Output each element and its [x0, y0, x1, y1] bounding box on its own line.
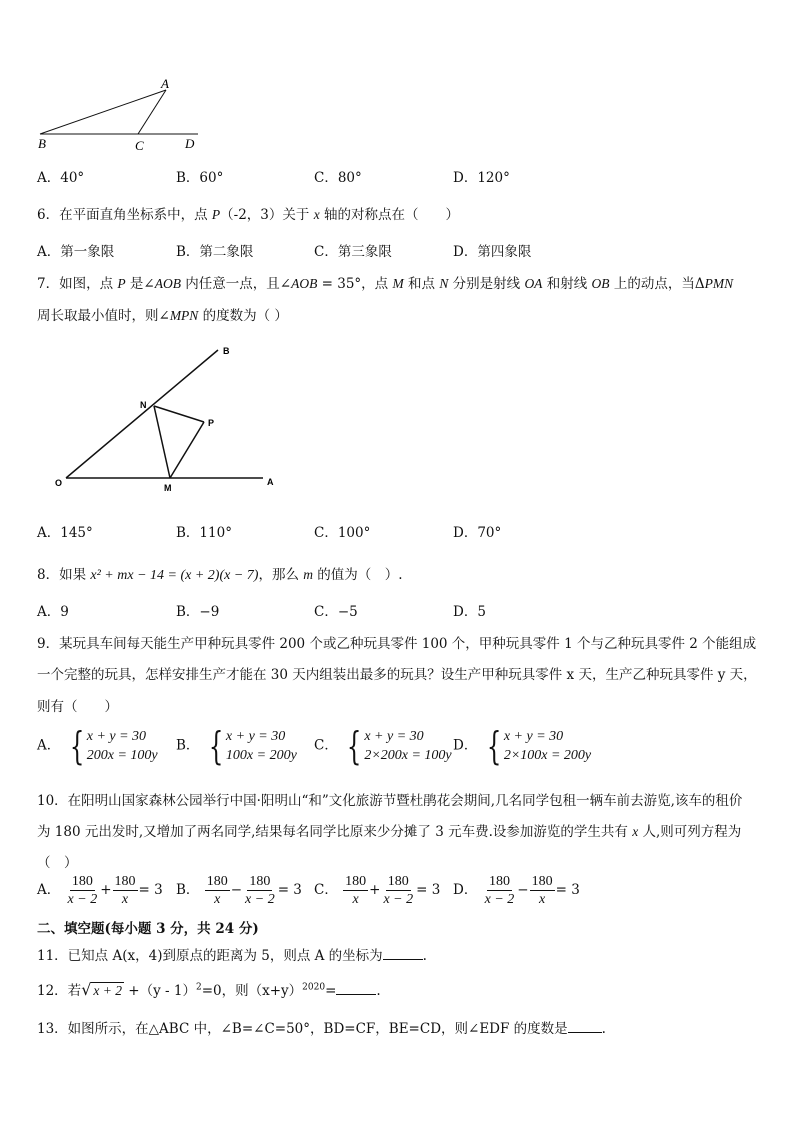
q9-stem-line1: 9．某玩具车间每天能生产甲种玩具零件 200 个或乙种玩具零件 100 个，甲种玩具零件 1 个与乙种玩具零件 2 个能组成	[37, 636, 757, 652]
segment-np	[154, 406, 204, 422]
sqrt-sign: √	[81, 980, 92, 999]
q12-stem: 12．若√ x + 2 +（y - 1）$^2$=0，则$(x+y)^{2020}=$ .	[37, 980, 381, 999]
q10-option-c[interactable]: C． $\frac{180}{x}$ + $\frac{180}{x - 2}$ = 3	[314, 874, 441, 907]
q13-answer-blank[interactable]	[568, 1020, 602, 1033]
q9-option-a[interactable]: A． { x + y = 30 200x = 100y	[37, 724, 158, 768]
q6-option-d[interactable]: D．第四象限	[453, 244, 532, 260]
ray-ob	[66, 350, 218, 478]
q11-answer-blank[interactable]	[383, 947, 423, 960]
label-B: B	[223, 346, 230, 356]
q7-option-a[interactable]: A．145°	[37, 525, 93, 541]
label-N: N	[140, 400, 147, 410]
q7-stem-line1: 7．如图，点 P 是∠AOB 内任意一点，且∠AOB = 35°，点 M 和点 N 分别是射线 OA 和射线 OB 上的动点，当ΔPMN	[37, 276, 734, 292]
label-O: O	[55, 478, 63, 488]
q6-option-b[interactable]: B．第二象限	[176, 244, 254, 260]
q7-option-b[interactable]: B．110°	[176, 525, 232, 541]
q7-stem-line2: 周长取最小值时，则∠MPN 的度数为（ ）	[37, 308, 288, 324]
q10-option-a[interactable]: A． $\frac{180}{x - 2}$ + $\frac{180}{x}$ = 3	[37, 874, 163, 907]
q8-option-a[interactable]: A．9	[37, 604, 69, 620]
label-A: A	[161, 78, 169, 91]
triangle-figure-1	[30, 78, 210, 158]
q10-stem-line2: 为 180 元出发时,又增加了两名同学,结果每名同学比原来少分摊了 3 元车费.设参加游览的学生共有 x 人,则可列方程为	[37, 824, 742, 840]
q10-option-d[interactable]: D． $\frac{180}{x - 2}$ − $\frac{180}{x}$ = 3	[453, 874, 580, 907]
q9-stem-line3: 则有（ ）	[37, 699, 118, 715]
q8-option-d[interactable]: D．5	[453, 604, 486, 620]
q10-stem-line1: 10．在阳明山国家森林公园举行中国·阳明山“和”文化旅游节暨杜鹃花会期间,几名同学包租一辆车前去游览,该车的租价	[37, 793, 743, 809]
label-P: P	[208, 418, 215, 428]
q5-option-a[interactable]: A．40°	[37, 170, 85, 186]
label-A: A	[267, 477, 274, 487]
q9-option-b[interactable]: B． { x + y = 30 100x = 200y	[176, 724, 297, 768]
q8-option-b[interactable]: B．−9	[176, 604, 220, 620]
line-ba	[40, 90, 166, 134]
q7-option-d[interactable]: D．70°	[453, 525, 502, 541]
segment-pm	[170, 422, 204, 478]
segment-nm	[154, 406, 170, 478]
q9-option-d[interactable]: D． { x + y = 30 2×100x = 200y	[453, 724, 592, 768]
q6-stem: 6．在平面直角坐标系中，点 P（-2，3）关于 x 轴的对称点在（ ）	[37, 207, 459, 223]
q5-option-c[interactable]: C．80°	[314, 170, 362, 186]
q8-option-c[interactable]: C．−5	[314, 604, 358, 620]
q12-answer-blank[interactable]	[336, 982, 376, 995]
q6-option-c[interactable]: C．第三象限	[314, 244, 392, 260]
q9-option-c[interactable]: C． { x + y = 30 2×200x = 100y	[314, 724, 452, 768]
q11-stem: 11．已知点 A(x，4)到原点的距离为 5，则点 A 的坐标为 .	[37, 948, 427, 964]
label-D: D	[185, 136, 195, 151]
label-B: B	[38, 136, 46, 151]
line-ca	[138, 90, 166, 134]
angle-figure-2	[50, 340, 290, 500]
section-title-fill-in: 二、填空题(每小题 3 分，共 24 分)	[37, 921, 259, 937]
label-M: M	[164, 483, 172, 493]
label-C: C	[135, 138, 144, 153]
q8-stem: 8．如果 x² + mx − 14 = (x + 2)(x − 7)，那么 m 的值为（ ）.	[37, 567, 403, 583]
q10-stem-line3: （ ）	[37, 855, 78, 871]
q7-option-c[interactable]: C．100°	[314, 525, 371, 541]
q9-stem-line2: 一个完整的玩具，怎样安排生产才能在 30 天内组装出最多的玩具？设生产甲种玩具零件 x 天，生产乙种玩具零件 y 天，	[37, 667, 757, 683]
q13-stem: 13．如图所示，在△ABC 中，∠B=∠C=50°，BD=CF，BE=CD，则∠EDF 的度数是 .	[37, 1021, 606, 1037]
q10-option-b[interactable]: B． $\frac{180}{x}$ − $\frac{180}{x - 2}$ = 3	[176, 874, 302, 907]
q6-option-a[interactable]: A．第一象限	[37, 244, 115, 260]
q5-option-d[interactable]: D．120°	[453, 170, 510, 186]
q5-option-b[interactable]: B．60°	[176, 170, 224, 186]
